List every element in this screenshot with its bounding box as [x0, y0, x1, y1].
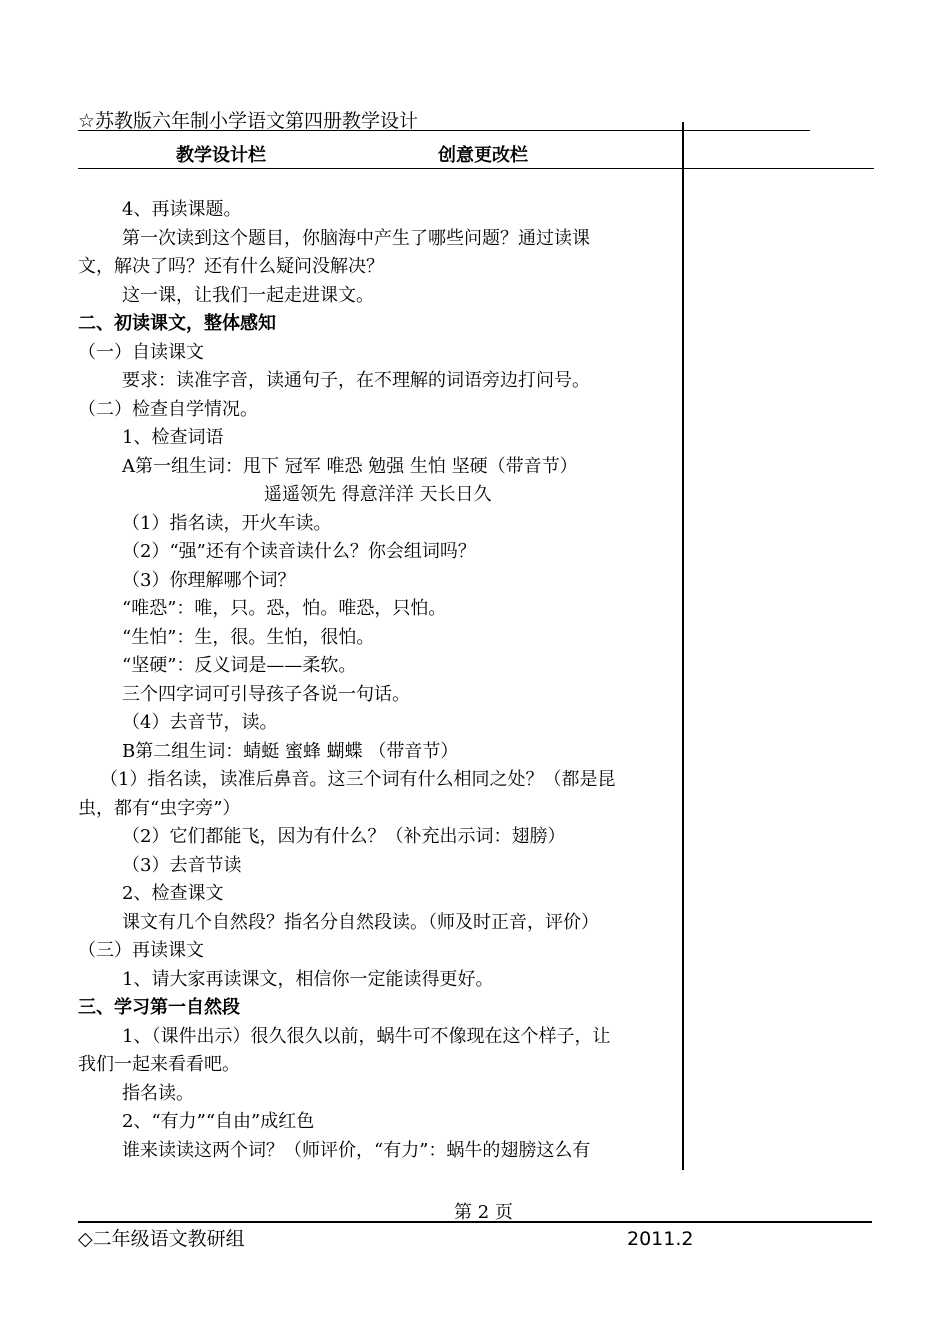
- body-line: B第二组生词：蜻蜓 蜜蜂 蝴蝶 （带音节）: [122, 740, 459, 762]
- document-header-title: ☆苏教版六年制小学语文第四册教学设计: [78, 110, 419, 132]
- body-line: 遥遥领先 得意洋洋 天长日久: [264, 484, 492, 505]
- body-line: A第一组生词：甩下 冠军 唯恐 勉强 生怕 坚硬（带音节）: [122, 455, 578, 477]
- body-line: （2）它们都能飞，因为有什么？（补充出示词：翅膀）: [122, 826, 566, 847]
- body-line: （1）指名读，开火车读。: [122, 512, 332, 534]
- footer-rule: [78, 1221, 872, 1223]
- body-line: 虫，都有“虫字旁”）: [78, 797, 241, 819]
- body-line: 三个四字词可引导孩子各说一句话。: [122, 683, 410, 705]
- body-line: “坚硬”：反义词是——柔软。: [122, 655, 357, 676]
- body-line: （3）你理解哪个词？: [122, 569, 296, 591]
- page-number: 第 2 页: [454, 1202, 513, 1223]
- header-rule: [78, 130, 810, 131]
- lesson-body: [78, 196, 684, 1165]
- body-line: 谁来读读这两个词？（师评价，“有力”：蜗牛的翅膀这么有: [122, 1139, 591, 1161]
- body-line: 这一课，让我们一起走进课文。: [122, 284, 374, 306]
- body-line: （2）“强”还有个读音读什么？你会组词吗？: [122, 541, 476, 562]
- body-line: （4）去音节，读。: [122, 712, 278, 733]
- body-line: 1、（课件出示）很久很久以前，蜗牛可不像现在这个样子，让: [122, 1025, 611, 1047]
- footer-group-name: ◇二年级语文教研组: [78, 1228, 245, 1250]
- column-heading-design: 教学设计栏: [176, 145, 266, 166]
- footer-date: 2011.2: [627, 1228, 694, 1250]
- body-line: 指名读。: [122, 1082, 194, 1104]
- body-line: 课文有几个自然段？指名分自然段读。（师及时正音，评价）: [122, 911, 599, 933]
- body-line: “唯恐”：唯，只。恐，怕。唯恐，只怕。: [122, 598, 447, 619]
- body-line: （一）自读课文: [78, 341, 204, 363]
- section-heading: 二、初读课文，整体感知: [78, 313, 276, 334]
- body-line: 要求：读准字音，读通句子，在不理解的词语旁边打问号。: [122, 370, 590, 391]
- body-line: “生怕”：生，很。生怕，很怕。: [122, 626, 375, 648]
- body-line: 4、再读课题。: [122, 199, 242, 220]
- body-line: 第一次读到这个题目，你脑海中产生了哪些问题？通过读课: [122, 227, 590, 249]
- body-line: （1）指名读，读准后鼻音。这三个词有什么相同之处？（都是昆: [100, 769, 616, 790]
- body-line: 2、检查课文: [122, 883, 224, 904]
- body-line: 文，解决了吗？还有什么疑问没解决？: [78, 256, 384, 277]
- column-heading-rule: [78, 168, 874, 169]
- body-line: 2、“有力”“自由”成红色: [122, 1111, 315, 1132]
- body-line: （3）去音节读: [122, 854, 242, 876]
- section-heading: 三、学习第一自然段: [78, 997, 240, 1018]
- body-line: （三）再读课文: [78, 940, 204, 961]
- body-line: 1、检查词语: [122, 427, 224, 448]
- body-line: （二）检查自学情况。: [78, 398, 258, 420]
- body-line: 我们一起来看看吧。: [78, 1054, 240, 1075]
- column-heading-revision: 创意更改栏: [438, 145, 528, 166]
- body-line: 1、请大家再读课文，相信你一定能读得更好。: [122, 968, 494, 990]
